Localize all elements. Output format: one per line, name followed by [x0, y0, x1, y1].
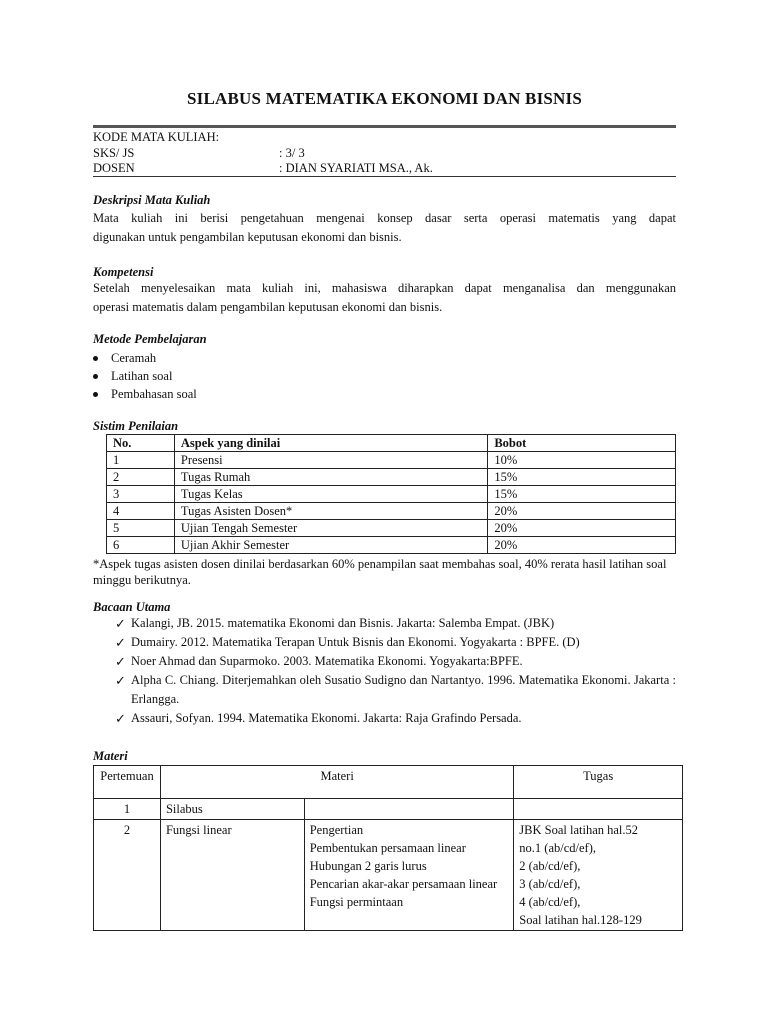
deskripsi-line: digunakan untuk pengambilan keputusan ekonomi dan bisnis.: [93, 230, 402, 244]
list-item: [93, 633, 676, 652]
tugas-item: 2 (ab/cd/ef),: [519, 859, 581, 873]
cell-aspek: Ujian Tengah Semester: [174, 520, 487, 537]
cell-bobot: 20%: [488, 520, 676, 537]
cell-aspek: Tugas Asisten Dosen*: [174, 503, 487, 520]
kompetensi-text: [93, 279, 676, 317]
checkmark-icon: ✓: [115, 673, 126, 688]
table-row: [107, 486, 676, 503]
cell-aspek: Tugas Rumah: [174, 469, 487, 486]
table-row: [94, 820, 683, 931]
list-item: [93, 671, 676, 709]
cell-no: 5: [107, 520, 175, 537]
cell-aspek: Presensi: [174, 452, 487, 469]
tugas-item: no.1 (ab/cd/ef),: [519, 841, 596, 855]
cell-bobot: 15%: [488, 469, 676, 486]
table-header-row: [94, 766, 683, 799]
kompetensi-heading: Kompetensi: [93, 265, 154, 279]
metode-heading: Metode Pembelajaran: [93, 332, 207, 346]
table-row: [107, 452, 676, 469]
info-row-dosen: [93, 160, 676, 176]
materi-heading: Materi: [93, 749, 128, 763]
cell-aspek: Tugas Kelas: [174, 486, 487, 503]
info-row-sks: [93, 145, 676, 161]
list-item: Ceramah: [93, 349, 197, 367]
cell-pertemuan: 2: [94, 820, 161, 931]
table-row: [94, 799, 683, 820]
checkmark-icon: ✓: [115, 635, 126, 650]
sub-item: Pengertian: [309, 823, 364, 837]
cell-aspek: Ujian Akhir Semester: [174, 537, 487, 554]
cell-topic: Fungsi linear: [160, 820, 304, 931]
cell-bobot: 10%: [488, 452, 676, 469]
cell-no: 2: [107, 469, 175, 486]
tugas-item: 4 (ab/cd/ef),: [519, 895, 581, 909]
list-item: Pembahasan soal: [93, 385, 197, 403]
materi-table: [93, 765, 683, 931]
cell-pertemuan: 1: [94, 799, 161, 820]
header-bobot: Bobot: [488, 435, 676, 452]
penilaian-table: [106, 434, 676, 554]
cell-no: 3: [107, 486, 175, 503]
reference-text: Assauri, Sofyan. 1994. Matematika Ekonomi. Jakarta: Raja Grafindo Persada.: [131, 711, 522, 725]
list-item: [93, 614, 676, 633]
header-tugas: Tugas: [514, 766, 683, 799]
info-label: SKS/ JS: [93, 146, 135, 160]
reference-text: Noer Ahmad dan Suparmoko. 2003. Matematika Ekonomi. Yogyakarta:BPFE.: [131, 654, 523, 668]
cell-bobot: 15%: [488, 486, 676, 503]
cell-no: 6: [107, 537, 175, 554]
info-label: DOSEN: [93, 161, 135, 175]
reference-text: Kalangi, JB. 2015. matematika Ekonomi dan Bisnis. Jakarta: Salemba Empat. (JBK): [131, 616, 555, 630]
cell-topic: Silabus: [160, 799, 304, 820]
checkmark-icon: ✓: [115, 711, 126, 726]
list-item: [93, 709, 676, 728]
checkmark-icon: ✓: [115, 654, 126, 669]
kompetensi-line: operasi matematis dalam pengambilan keputusan ekonomi dan bisnis.: [93, 300, 443, 314]
tugas-item: Soal latihan hal.128-129: [519, 913, 642, 927]
tugas-item: 3 (ab/cd/ef),: [519, 877, 581, 891]
info-row-kode: [93, 129, 676, 145]
checkmark-icon: ✓: [115, 616, 126, 631]
metode-list: [93, 349, 197, 403]
header-materi: Materi: [160, 766, 513, 799]
sub-item: Hubungan 2 garis lurus: [309, 859, 427, 873]
info-label: KODE MATA KULIAH:: [93, 130, 220, 144]
penilaian-note: *Aspek tugas asisten dosen dinilai berdasarkan 60% penampilan saat membahas soal, 40% rerata hasil latihan soal minggu berikutnya.: [93, 557, 667, 587]
deskripsi-text: [93, 209, 676, 247]
reference-text: Dumairy. 2012. Matematika Terapan Untuk Bisnis dan Ekonomi. Yogyakarta : BPFE. (D): [131, 635, 580, 649]
header-rule: [93, 125, 676, 128]
info-rule: [93, 176, 676, 177]
cell-bobot: 20%: [488, 503, 676, 520]
sub-item: Pencarian akar-akar persamaan linear: [309, 877, 498, 891]
tugas-item: JBK Soal latihan hal.52: [519, 823, 639, 837]
bacaan-list: [93, 614, 676, 728]
table-row: [107, 537, 676, 554]
cell-bobot: 20%: [488, 537, 676, 554]
cell-no: 4: [107, 503, 175, 520]
bacaan-heading: Bacaan Utama: [93, 600, 171, 614]
cell-tugas: [514, 799, 683, 820]
sub-item: Fungsi permintaan: [309, 895, 404, 909]
deskripsi-line: Mata kuliah ini berisi pengetahuan mengenai konsep dasar serta operasi matematis yang dapat: [93, 211, 676, 225]
table-row: [107, 469, 676, 486]
table-row: [107, 503, 676, 520]
penilaian-heading: Sistim Penilaian: [93, 419, 179, 433]
header-pertemuan: Pertemuan: [94, 766, 161, 799]
page-title: SILABUS MATEMATIKA EKONOMI DAN BISNIS: [186, 89, 582, 108]
cell-sub: [304, 820, 514, 931]
deskripsi-heading: Deskripsi Mata Kuliah: [93, 193, 211, 207]
header-aspek: Aspek yang dinilai: [174, 435, 487, 452]
info-value: : 3/ 3: [279, 146, 305, 160]
table-row: [107, 520, 676, 537]
header-no: No.: [107, 435, 175, 452]
sub-item: Pembentukan persamaan linear: [309, 841, 466, 855]
list-item: Latihan soal: [93, 367, 197, 385]
cell-no: 1: [107, 452, 175, 469]
cell-sub: [304, 799, 514, 820]
table-header-row: [107, 435, 676, 452]
list-item: [93, 652, 676, 671]
info-value: : DIAN SYARIATI MSA., Ak.: [279, 161, 433, 175]
kompetensi-line: Setelah menyelesaikan mata kuliah ini, mahasiswa diharapkan dapat menganalisa dan menggunakan: [93, 281, 676, 295]
cell-tugas: [514, 820, 683, 931]
reference-text: Alpha C. Chiang. Diterjemahkan oleh Susatio Sudigno dan Nartantyo. 1996. Matematika Ekonomi. Jakarta : Erlangga.: [131, 673, 676, 706]
